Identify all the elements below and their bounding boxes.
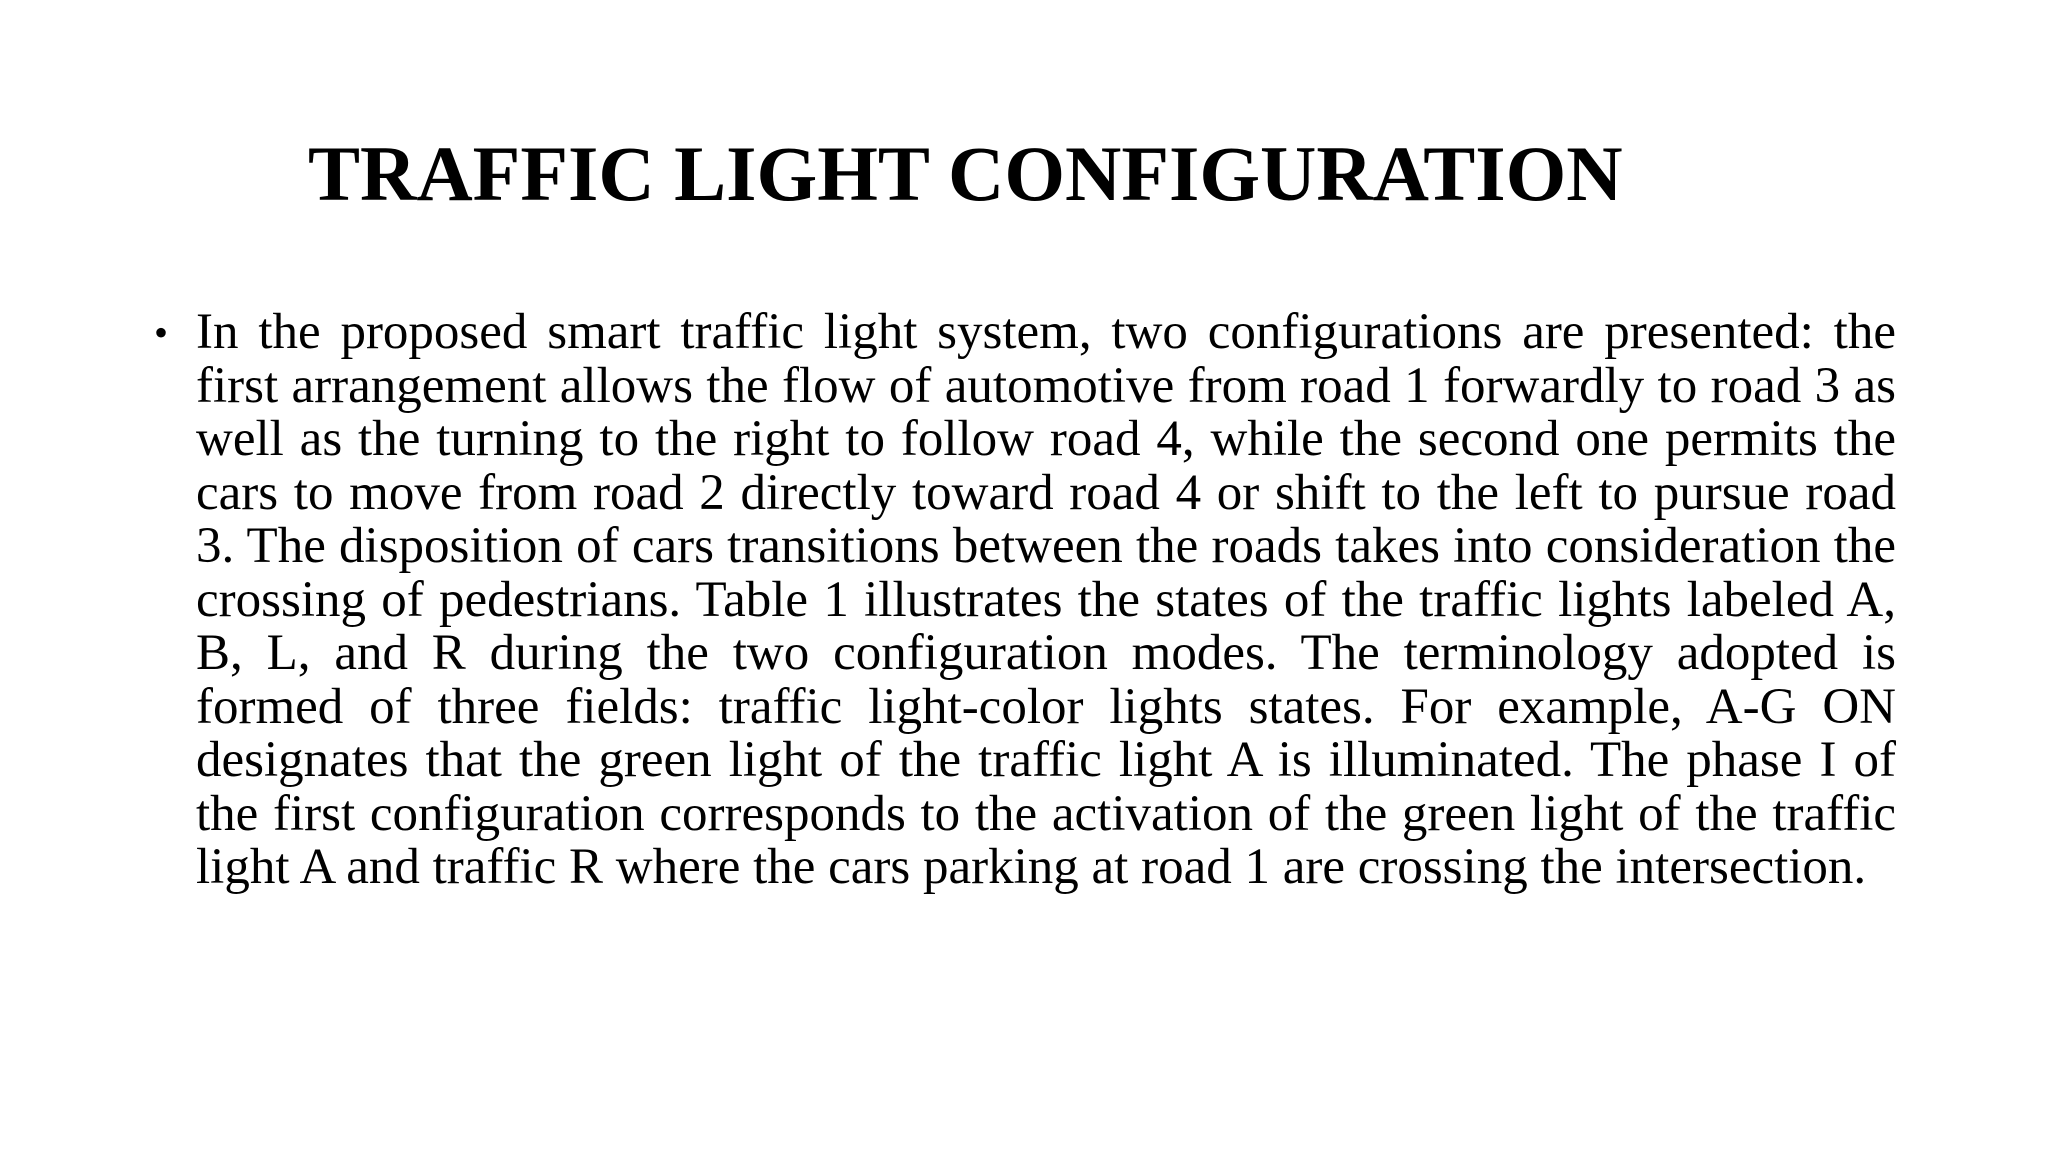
bullet-item <box>150 306 1900 895</box>
bullet-text: In the proposed smart traffic light system, two configurations are presented: the first arrangement allows the flow of automotive from road 1 forwardly to road 3 as well as the turning to the right to follow road 4, while the second one permits the cars to move from road 2 directly toward road 4 or shift to the left to pursue road 3. The disposition of cars transitions between the roads takes into consideration the crossing of pedestrians. Table 1 illustrates the states of the traffic lights labeled A, B, L, and R during the two configuration modes. The terminology adopted is formed of three fields: traffic light-color lights states. For example, A-G ON designates that the green light of the traffic light A is illuminated. The phase I of the first configuration corresponds to the activation of the green light of the traffic light A and traffic R where the cars parking at road 1 are crossing the intersection. <box>196 304 1896 895</box>
bullet-list <box>150 306 1900 895</box>
slide-title: TRAFFIC LIGHT CONFIGURATION <box>308 130 1623 217</box>
bullet-marker: • <box>154 310 169 355</box>
